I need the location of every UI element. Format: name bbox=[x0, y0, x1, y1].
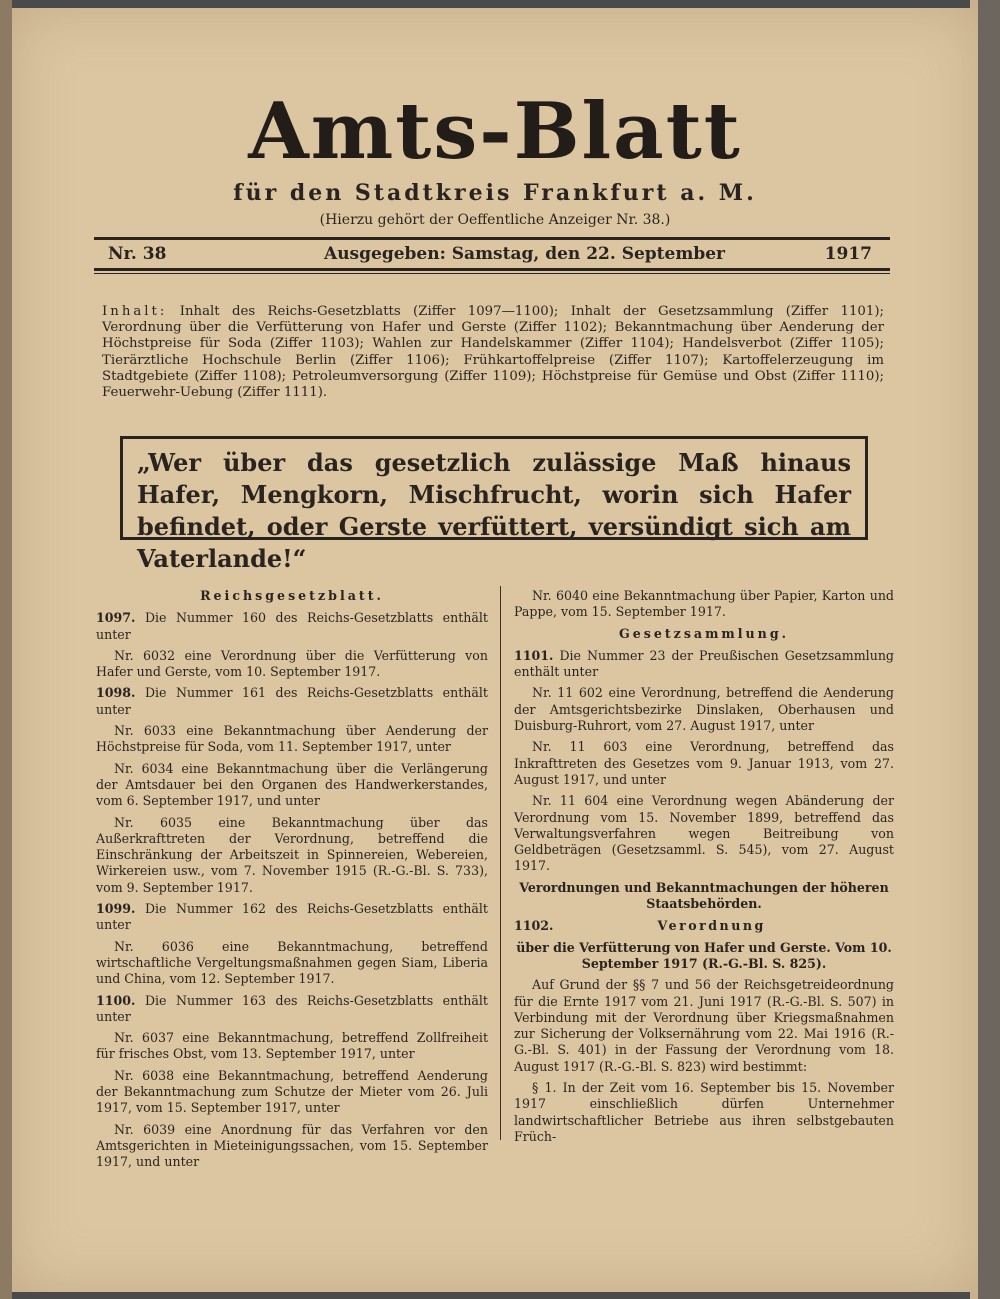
entry-text: Nr. 6037 eine Bekanntmachung, betreffend Zollfreiheit für frisches Obst, vom 13. September 1917, unter bbox=[96, 1030, 488, 1062]
entry-1100: 1100. Die Nummer 163 des Reichs-Gesetzblatts enthält unter bbox=[96, 992, 488, 1024]
issue-date: Ausgegeben: Samstag, den 22. September bbox=[324, 244, 725, 264]
top-rule bbox=[94, 237, 890, 240]
ordinance-paragraph-1: § 1. In der Zeit vom 16. September bis 15. November 1917 einschließlich dürfen Unternehmer landwirtschaftlicher Betriebe aus ihren selbstgebauten Früch- bbox=[514, 1080, 894, 1144]
entry-text: Nr. 6039 eine Anordnung für das Verfahren vor den Amtsgerichten in Mieteinigungssachen, vom 15. September 1917, und unter bbox=[96, 1121, 488, 1170]
entry-1098: 1098. Die Nummer 161 des Reichs-Gesetzblatts enthält unter bbox=[96, 685, 488, 717]
entry-1101: 1101. Die Nummer 23 der Preußischen Gesetzsammlung enthält unter bbox=[514, 647, 894, 680]
issue-number: Nr. 38 bbox=[108, 244, 167, 264]
contents-label: Inhalt: bbox=[102, 304, 168, 319]
left-column bbox=[96, 588, 488, 1176]
masthead-subtitle: für den Stadtkreis Frankfurt a. M. bbox=[233, 180, 757, 206]
ordinance-preamble: Auf Grund der §§ 7 und 56 der Reichsgetreideordnung für die Ernte 1917 vom 21. Juni 1917 (R.-G.-Bl. S. 507) in Verbindung mit der Verordnung über Kriegsmaßnahmen zur Sicherung der Volksernährung vom 22. Mai 1916 (R.-G.-Bl. S. 401) in der Fassung der Verordnung vom 18. August 1917 (R.-G.-Bl. S. 823) wird bestimmt: bbox=[514, 977, 894, 1074]
supplement-note: (Hierzu gehört der Oeffentliche Anzeiger Nr. 38.) bbox=[319, 212, 671, 228]
entry-1097: 1097. Die Nummer 160 des Reichs-Gesetzblatts enthält unter bbox=[96, 610, 488, 642]
ordinance-title: über die Verfütterung von Hafer und Gerste. Vom 10. September 1917 (R.-G.-Bl. S. 825). bbox=[516, 939, 892, 971]
entry-text: Nr. 6033 eine Bekanntmachung über Aenderung der Höchstpreise für Soda, vom 11. September 1917, unter bbox=[96, 723, 488, 755]
slogan-box: „Wer über das gesetzlich zulässige Maß hinaus Hafer, Mengkorn, Mischfrucht, worin sich Hafer befindet, oder Gerste verfüttert, versündigt sich am Vaterlande!“ bbox=[120, 436, 868, 540]
issue-line bbox=[94, 242, 890, 266]
entry-text: Nr. 6035 eine Bekanntmachung über das Außerkrafttreten der Verordnung, betreffend die Einschränkung der Arbeitszeit in Spinnereien, Webereien, Wirkereien usw., vom 7. November 1915 (R.-G.-Bl. S. 733), vom 9. September 1917. bbox=[96, 814, 488, 895]
masthead-title: Amts-Blatt bbox=[248, 86, 742, 177]
entry-1102: 1102. Verordnung bbox=[514, 918, 766, 934]
section-heading-verordnungen: Verordnungen und Bekanntmachungen der höheren Staatsbehörden. bbox=[519, 879, 889, 912]
entry-text: Nr. 6036 eine Bekanntmachung, betreffend wirtschaftliche Vergeltungsmaßnahmen gegen Siam, Liberia und China, vom 12. September 1917. bbox=[96, 938, 488, 987]
section-heading-gesetzsammlung: Gesetzsammlung. bbox=[618, 625, 790, 641]
contents-text: Inhalt des Reichs-Gesetzblatts (Ziffer 1097—1100); Inhalt der Gesetzsammlung (Ziffer 1101); Verordnung über die Verfütterung von Hafer und Gerste (Ziffer 1102); Bekanntmachung über Aenderung der Höchstpreise für Soda (Ziffer 1103); Wahlen zur Handelskammer (Ziffer 1104); Handelsverbot (Ziffer 1105); Tierärztliche Hochschule Berlin (Ziffer 1106); Frühkartoffelpreise (Ziffer 1107); Kartoffelerzeugung im Stadtgebiete (Ziffer 1108); Petroleumversorgung (Ziffer 1109); Höchstpreise für Gemüse und Obst (Ziffer 1110); Feuerwehr-Uebung (Ziffer 1111). bbox=[102, 304, 884, 401]
entry-text: Nr. 6032 eine Verordnung über die Verfütterung von Hafer und Gerste, vom 10. September 1917. bbox=[96, 647, 488, 680]
column-divider bbox=[500, 586, 501, 1140]
entry-text: Nr. 11 603 eine Verordnung, betreffend das Inkrafttreten des Gesetzes vom 9. Januar 1913, vom 27. August 1917, und unter bbox=[514, 739, 894, 787]
entry-text: Nr. 11 604 eine Verordnung wegen Abänderung der Verordnung vom 15. November 1899, betreffend das Verwaltungsverfahren wegen Beitreibung von Geldbeträgen (Gesetzsamml. S. 545), vom 27. August 1917. bbox=[514, 793, 894, 874]
right-column bbox=[514, 588, 894, 1150]
book-binding-left bbox=[0, 0, 12, 1299]
bottom-rule-thin bbox=[94, 273, 890, 274]
entry-text: Nr. 6034 eine Bekanntmachung über die Verlängerung der Amtsdauer bei den Organen des Handwerkerstandes, vom 6. September 1917, und unter bbox=[96, 760, 488, 809]
issue-year: 1917 bbox=[824, 244, 872, 264]
entry-text: Nr. 6038 eine Bekanntmachung, betreffend Aenderung der Bekanntmachung zum Schutze der Mieter vom 26. Juli 1917, vom 15. September 1917, unter bbox=[96, 1067, 488, 1116]
book-binding-right bbox=[978, 0, 1000, 1299]
section-heading-reichsgesetzblatt: Reichsgesetzblatt. bbox=[200, 588, 384, 603]
document-page bbox=[12, 8, 978, 1292]
bottom-rule bbox=[94, 268, 890, 271]
entry-text: Nr. 11 602 eine Verordnung, betreffend die Aenderung der Amtsgerichtsbezirke Dinslaken, Oberhausen und Duisburg-Ruhrort, vom 27. August 1917, unter bbox=[514, 685, 894, 734]
table-of-contents bbox=[102, 304, 884, 401]
entry-1099: 1099. Die Nummer 162 des Reichs-Gesetzblatts enthält unter bbox=[96, 901, 488, 933]
entry-text: Nr. 6040 eine Bekanntmachung über Papier, Karton und Pappe, vom 15. September 1917. bbox=[514, 588, 894, 620]
